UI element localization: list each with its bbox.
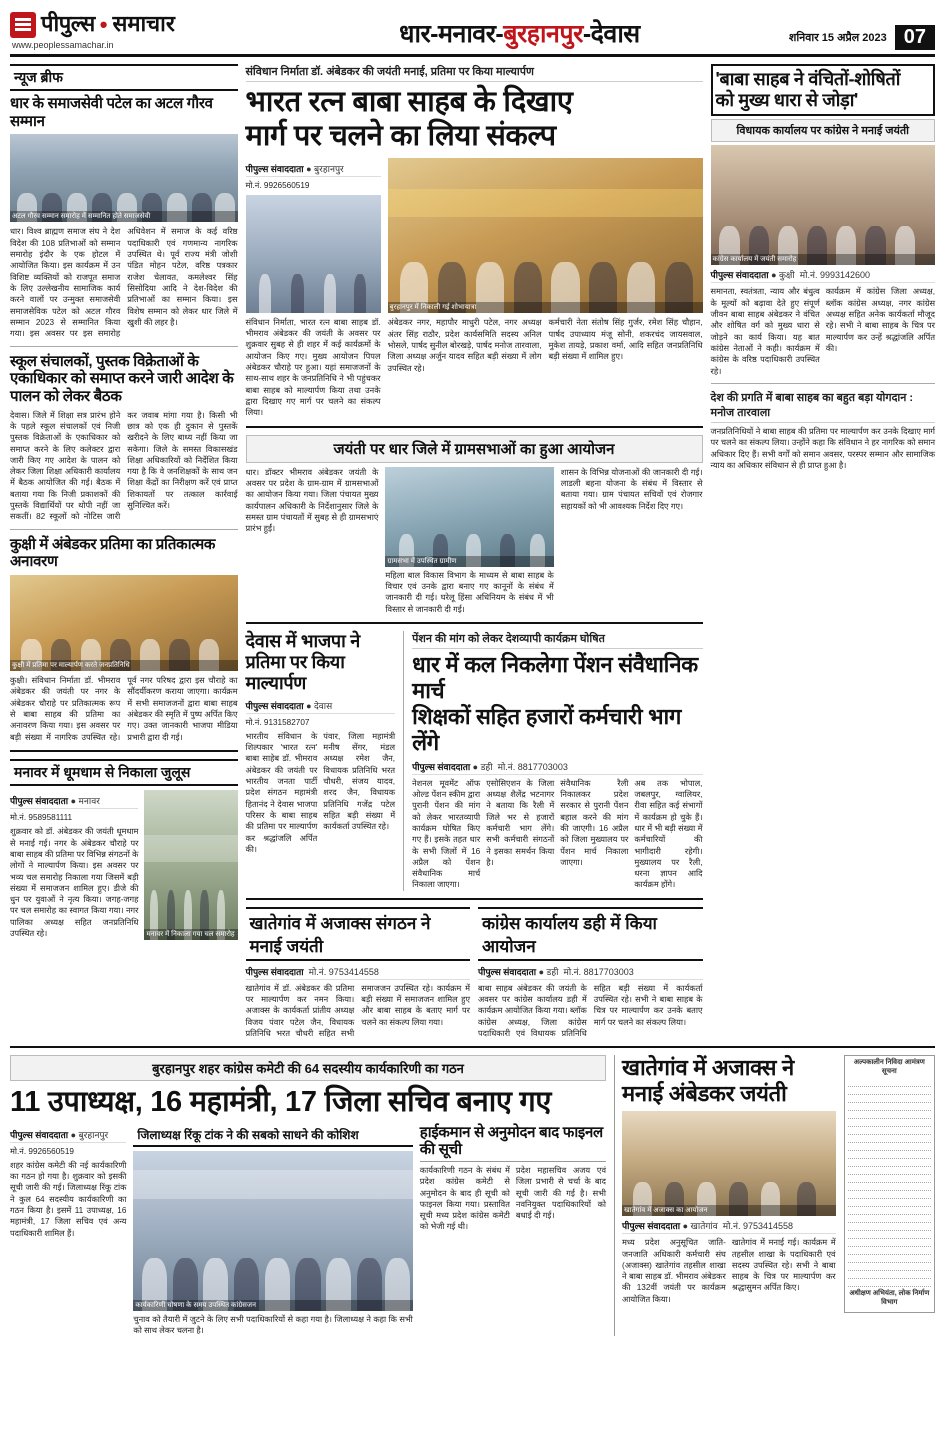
masthead-right xyxy=(789,25,935,50)
byline-label: पीपुल्स संवाददाता xyxy=(478,966,537,977)
pension-byline: पीपुल्स संवाददाता ● डही मो.नं. 8817703003 xyxy=(412,760,702,775)
center-column xyxy=(246,64,703,1039)
committee-kicker: बुरहानपुर शहर कांग्रेस कमेटी की 64 सदस्यीय कार्यकारिणी का गठन xyxy=(10,1055,606,1081)
main-story-headline-line1: भारत रत्न बाबा साहब के दिखाए xyxy=(245,86,573,118)
news-brief-title: न्यूज ब्रीफ xyxy=(10,64,238,91)
khategaon-right-photo xyxy=(622,1111,836,1216)
photo-caption: खातेगांव में अजाक्स का आयोजन xyxy=(622,1205,836,1216)
right-subhead: विधायक कार्यालय पर कांग्रेस ने मनाई जयंती xyxy=(711,119,936,142)
website-url: www.peoplessamachar.in xyxy=(12,40,114,50)
main-story-mobile: मो.नं. 9926560519 xyxy=(245,181,310,191)
logo-dot: • xyxy=(99,12,108,37)
main-story-body-col1: संविधान निर्माता, भारत रत्न बाबा साहब डॉ. भीमराव अंबेडकर की जयंती के अवसर पर शुक्रवार सुबह से ही शहर में कई कार्यक्रमों के आयोजन किए गए। मुख्य आयोजन पिपल अंबेडकर चौराहे पर हुआ। यहां समाजजनों के साथ-साथ शहर के जनप्रतिनिधि ने भी पहुंचकर बाबा साहब को माल्यार्पण किया तथा उनके द्वारा दिखाए गए मार्ग पर चलने का संकल्प लिया। xyxy=(245,317,381,418)
pension-kicker: पेंशन की मांग को लेकर देशव्यापी कार्यक्रम घोषित xyxy=(412,631,702,649)
edition-part-red: बुरहानपुर xyxy=(503,20,583,48)
right-headline-line2: को मुख्य धारा से जोड़ा' xyxy=(715,90,859,111)
committee-body-col4: प्रदेश महासचिव अजय एवं जिला प्रभारी से चर्चा के बाद सूची जारी की गई है। सभी नवनियुक्त पदाधिकारियों को बधाई दी गई। xyxy=(515,1165,607,1221)
publication-date: शनिवार 15 अप्रैल 2023 xyxy=(788,32,887,44)
main-story-body-col3: कर्मचारी नेता संतोष सिंह गुर्जर, रमेश सिंह चौहान, पार्षद उपाध्याय मंजू सोनी, शकरचंद जायसवाल, मुकेश तायड़े, प्रकाश वर्मा, आदि सहित जनप्रतिनिधि बड़ी संख्या में शामिल हुए। xyxy=(548,318,703,362)
committee-body-col1: शहर कांग्रेस कमेटी की नई कार्यकारिणी का गठन हो गया है। शुक्रवार को इसकी सूची जारी की गई। जिलाध्यक्ष रिंकू टांक ने कुल 64 सदस्यीय कार्यकारिणी का गठन किया है। इसमें 11 उपाध्यक्ष, 16 महामंत्री, 17 जिला सचिव एवं अन्य पदाधिकारी शामिल हैं। xyxy=(10,1160,127,1238)
byline-label: पीपुल्स संवाददाता xyxy=(245,966,304,977)
news-brief-body: धार। विश्व ब्राह्मण समाज संघ ने देश विदेश की 108 प्रतिभाओं को सम्मान समारोह इंदौर के एक होटल में आयोजित किया। इस कार्यक्रम में उन विशिष्ट व्यक्तियों को राजपूत समाज के लिए उल्लेखनीय सामाजिक कार्य करने वालों पर उन्मुक्त समाजसेवी समाजसेविक पटेल को अटल गौरव सम्मान 2023 से सम्मानित किया गया। इस अवसर पर इस समारोह अधिवेशन में समाज के कई वरिष्ठ पदाधिकारी एवं गणमान्य नागरिक उपस्थित थे। पूर्व राज्य मंत्री जोशी पंडित मोहन पटेल, वरिष्ठ पत्रकार राजेश चेलावत, कमलेश्वर सिंह सिसोदिया आदि ने देश-विदेश की प्रतिभाओं का सम्मान किया। इस विशेष सम्मान को लेकर धार जिले में खुशी की लहर है। xyxy=(10,227,238,339)
logo-peoples: पीपुल्स xyxy=(41,11,95,36)
tender-advertisement xyxy=(844,1055,935,1336)
committee-subhead: जिलाध्यक्ष रिंकू टांक ने की सबको साधने की कोशिश xyxy=(133,1124,412,1147)
bottom-section xyxy=(10,1055,935,1336)
byline-place: बुरहानपुर xyxy=(314,164,344,175)
byline-place: मनावर xyxy=(78,795,100,806)
congress-dahi-byline: पीपुल्स संवाददाता ● डही मो.नं. 8817703003 xyxy=(478,965,703,980)
khategaon-right-body-col2: खातेगांव में मनाई गई। कार्यक्रम में तहसील शाखा के पदाधिकारी एवं सदस्य उपस्थित रहे। सभी ने बाबा साहब के चित्र पर माल्यार्पण कर श्रद्धासुमन अर्पित किए। xyxy=(731,1238,836,1293)
gram-sabha-body-col2: महिला बाल विकास विभाग के माध्यम से बाबा साहब के विचार एवं उनके द्वारा बनाए गए कानूनों के संबंध में जानकारी दी गई। घरेलू हिंसा अधिनियम के संबंध में भी विस्तार से जानकारी दी गई। xyxy=(385,570,554,614)
right-body-col2: कार्यक्रम में कांग्रेस जिला अध्यक्ष, ब्लॉक कांग्रेस अध्यक्ष, नगर कांग्रेस अध्यक्ष सहित अनेक कार्यकर्ता मौजूद रहे। सभी ने बाबा साहब के चित्र पर माल्यार्पण कर उन्हें श्रद्धांजलि अर्पित की। xyxy=(825,287,935,354)
byline-label: पीपुल्स संवाददाता xyxy=(412,761,471,772)
byline-place: डही xyxy=(546,966,559,977)
khategaon-ajaks-headline: खातेगांव में अजाक्स संगठन ने मनाई जयंती xyxy=(246,907,471,961)
right-byline: पीपुल्स संवाददाता ● कुक्षी मो.नं. 9993142600 xyxy=(711,268,936,283)
gram-sabha-photo xyxy=(385,467,553,567)
edition-part-2: -देवास xyxy=(582,20,640,48)
right-sub-kicker: देश की प्रगति में बाबा साहब का बहुत बड़ा योगदान : मनोज तारवाला xyxy=(711,390,936,423)
burhanpur-committee-story xyxy=(10,1055,606,1336)
masthead xyxy=(10,8,935,57)
byline-label: पीपुल्स संवाददाता xyxy=(245,700,304,711)
committee-headline: 11 उपाध्यक्ष, 16 महामंत्री, 17 जिला सचिव बनाए गए xyxy=(10,1086,552,1119)
pension-headline-line1: धार में कल निकलेगा पेंशन संवैधानिक मार्च xyxy=(412,651,698,703)
pension-body-col3: संवैधानिक रैली निकालकर प्रदेश सरकार से पुरानी पेंशन बहाल करने की मांग की जाएगी। 16 अप्रैल को जिला मुख्यालय पर पेंशन मार्च निकाला जाएगा। xyxy=(560,778,629,867)
byline-label: पीपुल्स संवाददाता xyxy=(10,1129,69,1140)
pension-headline-line2: शिक्षकों सहित हजारों कर्मचारी भाग लेंगे xyxy=(412,703,682,755)
newspaper-logo xyxy=(10,8,250,50)
dewas-bjp-body-col2: पंवार, जिला महामंत्री मनीष सेंगर, मंडल अध्यक्ष रमेश जैन, विधायक प्रतिनिधि भरत चौधरी, संजय यादव, शरद जैन, विधायक प्रतिनिधि गजेंद्र पटेल सहित बड़ी संख्या में कार्यकर्ता उपस्थित रहे। xyxy=(323,731,396,832)
news-brief-headline: धार के समाजसेवी पटेल का अटल गौरव सम्मान xyxy=(10,95,213,130)
pension-body-col4: अब तक भोपाल, जबलपुर, ग्वालियर, रीवा सहित कई संभागों में कार्यक्रम हो चुके हैं। धार में भी बड़ी संख्या में कर्मचारियों की भागीदारी रहेगी। मुख्यालय पर रैली, धरना ज्ञापन आदि कार्यक्रम होंगे। xyxy=(634,778,703,890)
committee-body-col2: चुनाव को तैयारी में जुटने के लिए सभी पदाधिकारियों से कहा गया है। जिलाध्यक्ष ने कहा कि सभी को साथ लेकर चलना है। xyxy=(133,1314,413,1335)
right-mobile: मो.नं. 9993142600 xyxy=(799,270,870,281)
byline-place: खातेगांव xyxy=(690,1221,718,1232)
byline-place: देवास xyxy=(314,700,333,711)
main-story-byline: पीपुल्स संवाददाता ● बुरहानपुर xyxy=(246,162,381,177)
news-brief-photo xyxy=(10,134,238,222)
photo-caption: कुक्षी में प्रतिमा पर माल्यार्पण करते जनप्रतिनिधि xyxy=(10,660,238,671)
manawar-body: शुक्रवार को डॉ. अंबेडकर की जयंती धूमधाम से मनाई गई। नगर के अंबेडकर चौराहे पर बाबा साहब की प्रतिमा पर विभिन्न संगठनों के लोगों ने माल्यार्पण किया। इस अवसर पर भव्य चल समारोह निकाला गया जिसमें बड़ी संख्या में समाजजन शामिल हुए। डीजे की धुन पर युवाओं ने नृत्य किया। जगह-जगह पर चल समारोह का स्वागत किया गया। नगर पालिका अध्यक्ष सहित जनप्रतिनिधि उपस्थित रहे। xyxy=(10,827,139,939)
main-story-photo-main xyxy=(388,158,703,313)
byline-place: बुरहानपुर xyxy=(78,1129,109,1140)
congress-dahi-body: बाबा साहब अंबेडकर की जयंती के अवसर पर कांग्रेस कार्यालय डही में कार्यक्रम आयोजित किया गया। ब्लॉक कांग्रेस अध्यक्ष, जिला कांग्रेस पदाधिकारी एवं विधायक प्रतिनिधि सहित बड़ी संख्या में कार्यकर्ता उपस्थित रहे। सभी ने बाबा साहब के चित्र पर माल्यार्पण कर उनके बताए मार्ग पर चलने का संकल्प लिया। xyxy=(478,983,703,1038)
bottom-divider xyxy=(10,1046,935,1048)
congress-dahi-mobile: मो.नं. 8817703003 xyxy=(563,966,634,977)
khategaon-ajaks-body: खातेगांव में डॉ. अंबेडकर की प्रतिमा पर माल्यार्पण कर नमन किया। अजाक्स के कार्यकर्ता प्रांतीय अध्यक्ष विजय पंवार पटेल जैन, विधायक प्रतिनिधि भरत चौधरी सहित सभी समाजजन उपस्थित रहे। कार्यक्रम में बड़ी संख्या में समाजजन शामिल हुए और बाबा साहब के बताए मार्ग पर चलने का संकल्प लिया गया। xyxy=(245,983,470,1038)
logo-mark-icon xyxy=(10,12,36,38)
photo-caption: ग्रामसभा में उपस्थित ग्रामीण xyxy=(385,556,553,567)
byline-label: पीपुल्स संवाददाता xyxy=(622,1221,681,1232)
committee-byline: पीपुल्स संवाददाता ● बुरहानपुर xyxy=(10,1128,126,1143)
right-sub-body: जनप्रतिनिधियों ने बाबा साहब की प्रतिमा पर माल्यार्पण कर उनके दिखाए मार्ग पर चलने का संकल्प लिया। उन्होंने कहा कि संविधान ने हर नागरिक को समान अधिकार दिए हैं। सभी वर्गों को समान अवसर, परस्पर सम्मान और सामाजिक न्याय का अधिकार संविधान से ही प्राप्त हुआ है। xyxy=(710,426,935,470)
khategaon-right-headline-line1: खातेगांव में अजाक्स ने xyxy=(622,1055,794,1081)
photo-caption: बुरहानपुर में निकाली गई शोभायात्रा xyxy=(388,302,703,313)
khategaon-right-byline: पीपुल्स संवाददाता ● खातेगांव मो.नं. 9753414558 xyxy=(622,1219,836,1234)
tender-ad-title: अल्पकालीन निविदा आमंत्रण सूचना xyxy=(853,1059,925,1076)
committee-mobile: मो.नं. 9926560519 xyxy=(10,1146,74,1156)
khategaon-right-headline-line2: मनाई अंबेडकर जयंती xyxy=(622,1081,787,1107)
byline-place: कुक्षी xyxy=(779,270,795,281)
khategaon-right-body-col1: मध्य प्रदेश अनुसूचित जाति-जनजाति अधिकारी कर्मचारी संघ (अजाक्स) खातेगांव तहसील शाखा ने बाबा साहब डॉ. भीमराव अंबेडकर की 132वीं जयंती पर कार्यक्रम आयोजित किया। xyxy=(622,1238,726,1304)
khategaon-ajaks-byline xyxy=(246,965,471,980)
manawar-byline: पीपुल्स संवाददाता ● मनावर xyxy=(10,794,138,809)
byline-label: पीपुल्स संवाददाता xyxy=(710,270,769,281)
dewas-bjp-byline: पीपुल्स संवाददाता ● देवास xyxy=(246,699,396,714)
gram-sabha-body-col1: धार। डॉक्टर भीमराव अंबेडकर जयंती के अवसर पर प्रदेश के ग्राम-ग्राम में ग्रामसभाओं का आयोजन किया गया। जिला पंचायत मुख्य कार्यपालन अधिकारी के निर्देशानुसार जिले के समस्त ग्राम पंचायतों में सुबह से ही ग्रामसभाएं प्रारंभ हुईं। xyxy=(245,467,379,534)
photo-caption: अटल गौरव सम्मान समारोह में सम्मानित होते समाजसेवी xyxy=(10,211,238,222)
pension-body-col1: नेशनल मूवमेंट ऑफ ओल्ड पेंशन स्कीम द्वारा पुरानी पेंशन की मांग को लेकर भारतव्यापी कार्यक्रम घोषित किए गए हैं। इसके तहत धार के सभी जिलों में 16 अप्रैल को पेंशन संवैधानिक मार्च निकाला जाएगा। xyxy=(412,778,481,890)
edition-part-1: धार-मनावर- xyxy=(399,20,504,48)
right-body-col1: समानता, स्वतंत्रता, न्याय और बंधुत्व के मूल्यों को बढ़ावा देते हुए संपूर्ण जीवन बाबा साहब अंबेडकर ने वंचित और शोषित वर्ग को मुख्य धारा से जोड़ने का कार्य किया। यह बात कांग्रेस नेताओं ने कही। कार्यक्रम में कांग्रेस के वरिष्ठ पदाधिकारी उपस्थित रहे। xyxy=(710,287,820,376)
pension-mobile: मो.नं. 8817703003 xyxy=(497,761,568,772)
right-photo xyxy=(711,145,936,265)
top-section xyxy=(10,64,935,1039)
byline-place: डही xyxy=(480,761,493,772)
gram-sabha-headline: जयंती पर धार जिले में ग्रामसभाओं का हुआ आयोजन xyxy=(246,435,703,463)
manawar-headline: मनावर में धूमधाम से निकाला जुलूस xyxy=(10,759,238,786)
committee-body-col3: कार्यकारिणी गठन के संबंध में प्रदेश कांग्रेस कमेटी से अनुमोदन के बाद ही सूची को फाइनल किया गया। प्रस्तावित सूची मध्य प्रदेश कांग्रेस कमेटी को भेजी गई थी। xyxy=(419,1165,510,1232)
dewas-bjp-mobile: मो.नं. 9131582707 xyxy=(245,717,310,727)
right-column xyxy=(711,64,936,1039)
main-story-body-col2: अंबेडकर नगर, महापौर माधुरी पटेल, नगर अध्यक्ष अंतर सिंह राठौर, प्रदेश कार्यसमिति सदस्य अनिल भोसले, पार्षद सुनील बोरखड़े, पार्षद मनोज तारवाला, जिला अध्यक्ष अर्जुन यादव सहित बड़ी संख्या में लोग उपस्थित रहे। xyxy=(387,318,542,373)
pension-body-col2: एसोसिएशन के जिला अध्यक्ष शैलेंद्र भटनागर ने बताया कि रैली में जिले भर से हजारों कर्मचारी भाग लेंगे। सभी कर्मचारी संगठनों ने इसका समर्थन किया है। xyxy=(486,778,555,867)
manawar-photo xyxy=(144,790,237,940)
congress-dahi-headline: कांग्रेस कार्यालय डही में किया आयोजन xyxy=(478,907,703,961)
photo-caption: कार्यकारिणी घोषणा के समय उपस्थित कांग्रेसजन xyxy=(133,1300,412,1311)
kukshi-statue-headline: कुक्षी में अंबेडकर प्रतिमा का प्रतिकात्मक अनावरण xyxy=(10,535,216,571)
khategaon-ajaks-mobile: मो.नं. 9753414558 xyxy=(308,966,379,977)
edition-title xyxy=(250,16,789,50)
left-column xyxy=(10,64,238,1039)
dewas-bjp-body-col1: भारतीय संविधान के शिल्पकार 'भारत रत्न' बाबा साहेब डॉ. भीमराव अंबेडकर की जयंती पर भारतीय जनता पार्टी प्रदेश संगठन महामंत्री हितानंद ने देवास भाजपा परिसर के बाबा साहब की प्रतिमा पर माल्यार्पण कर श्रद्धांजलि अर्पित की। xyxy=(245,731,318,854)
right-headline-line1: 'बाबा साहब ने वंचितों-शोषितों xyxy=(715,69,901,89)
kukshi-statue-photo xyxy=(10,575,238,671)
khategaon-right-mobile: मो.नं. 9753414558 xyxy=(722,1221,794,1232)
committee-photo xyxy=(133,1151,412,1311)
gram-sabha-body-col3: शासन के विभिन्न योजनाओं की जानकारी दी गई। लाडली बहना योजना के संबंध में विस्तार से बताया गया। ग्राम पंचायत सचिवों एवं रोजगार सहायकों को भी आवश्यक निर्देश दिए गए। xyxy=(560,467,703,511)
logo-samachar: समाचार xyxy=(112,11,175,36)
school-story-headline: स्कूल संचालकों, पुस्तक विक्रेताओं के एकाधिकार को समाप्त करने जारी आदेश के पालन को लेकर बैठक xyxy=(10,352,234,405)
main-story-headline-line2: मार्ग पर चलने का लिया संकल्प xyxy=(245,120,556,153)
manawar-mobile: मो.नं. 9589581111 xyxy=(10,812,73,822)
page-number: 07 xyxy=(895,25,935,50)
tender-ad-footer: अधीक्षण अभियंता, लोक निर्माण विभाग xyxy=(849,1289,930,1306)
kukshi-statue-body: कुक्षी। संविधान निर्माता डॉ. भीमराव अंबेडकर की जयंती पर नगर के अंबेडकर चौराहे पर प्रतिकात्मक रूप से बाबा साहब की प्रतिमा का अनावरण किया गया। इस अवसर पर बड़ी संख्या में नागरिक उपस्थित रहे। पूर्व नगर परिषद द्वारा इस चौराहे का सौंदर्यीकरण कराया जाएगा। कार्यक्रम में सभी समाजजनों द्वारा बाबा साहब अंबेडकर की स्मृति में पुष्प अर्पित किए गए। उक्त जानकारी भाजपा मीडिया प्रभारी द्वारा दी गई। xyxy=(10,676,238,742)
main-story-kicker: संविधान निर्माता डॉ. अंबेडकर की जयंती मनाई, प्रतिमा पर किया माल्यार्पण xyxy=(246,64,703,82)
photo-caption: कांग्रेस कार्यालय में जयंती समारोह xyxy=(711,254,936,265)
khategaon-right-story xyxy=(614,1055,836,1336)
committee-sub-headline: हाईकमान से अनुमोदन बाद फाइनल की सूची xyxy=(420,1124,606,1162)
photo-caption: मनावर में निकाला गया चल समारोह xyxy=(144,929,237,940)
main-story-photo-left xyxy=(246,195,381,313)
byline-label: पीपुल्स संवाददाता xyxy=(10,795,69,806)
school-story-body: देवास। जिले में शिक्षा सत्र प्रारंभ होने के पहले स्कूल संचालकों एवं निजी पुस्तक विक्रेताओं के एकाधिकार को समाप्त करने के लिए कलेक्टर द्वारा जारी किए गए आदेश के पालन को लेकर जिला शिक्षा अधिकारी कार्यालय में बैठक आयोजित की गई। बैठक में बताया गया कि निजी प्रकाशकों की पुस्तकें विद्यार्थियों पर थोपी नहीं जा सकतीं। 82 स्कूलों को नोटिस जारी कर जवाब मांगा गया है। किसी भी छात्र को एक ही दुकान से पुस्तकें खरीदने के लिए बाध्य नहीं किया जा सकेगा। जिले के समस्त विकासखंड शिक्षा अधिकारियों को निर्देशित किया गया है कि वे जनशिक्षकों के साथ जन शिक्षा केंद्रों का निरीक्षण करें एवं प्राप्त शिकायतों पर तत्काल कार्रवाई सुनिश्चित करें। xyxy=(10,410,238,522)
dewas-bjp-headline: देवास में भाजपा ने प्रतिमा पर किया माल्यार्पण xyxy=(245,630,360,694)
byline-label: पीपुल्स संवाददाता xyxy=(245,164,304,175)
